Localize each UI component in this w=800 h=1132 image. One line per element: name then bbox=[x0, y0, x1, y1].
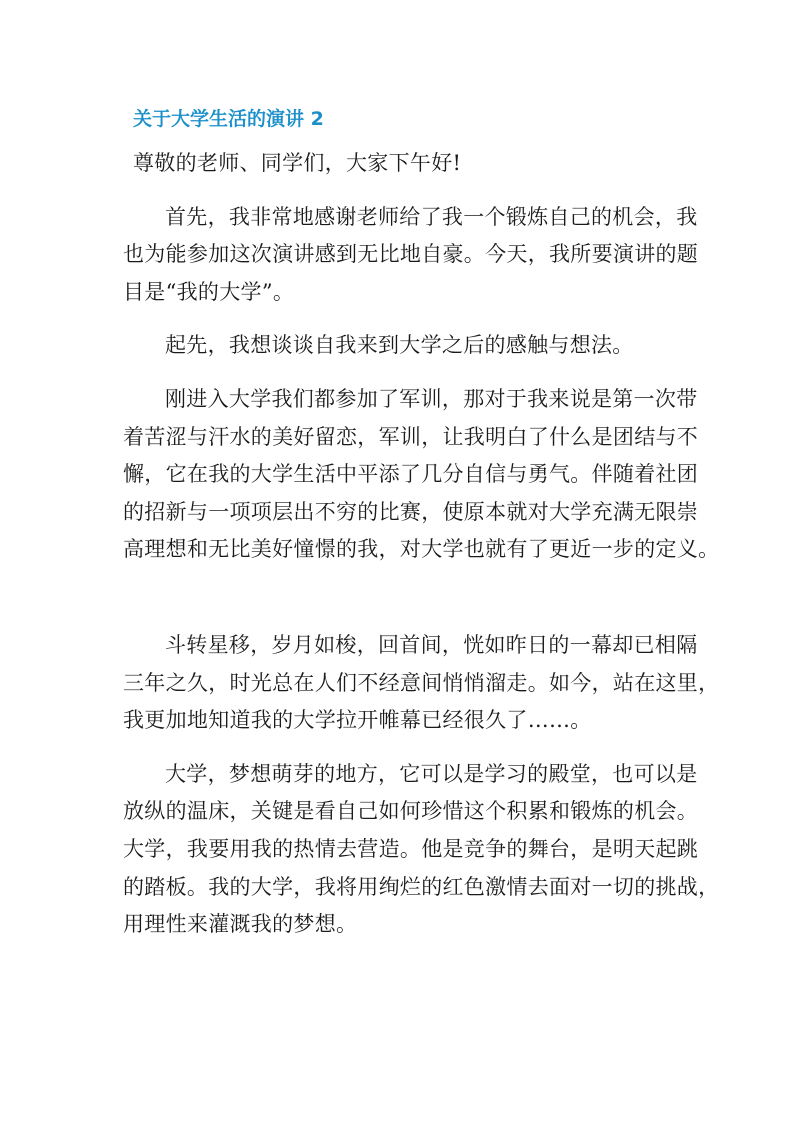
paragraph-line: 懈，它在我的大学生活中平添了几分自信与勇气。伴随着社团 bbox=[123, 462, 699, 487]
paragraph-time-passing bbox=[123, 627, 720, 740]
paragraph-line: 我更加地知道我的大学拉开帷幕已经很久了……。 bbox=[123, 708, 592, 733]
paragraph-line: 斗转星移，岁月如梭，回首间，恍如昨日的一幕却已相隔 bbox=[165, 632, 698, 657]
paragraph-line: 也为能参加这次演讲感到无比地自豪。今天，我所要演讲的题 bbox=[123, 242, 699, 267]
document-content bbox=[123, 104, 720, 944]
paragraph-line: 的招新与一项项层出不穷的比赛，使原本就对大学充满无限崇 bbox=[123, 499, 699, 524]
paragraph-line: 高理想和无比美好憧憬的我，对大学也就有了更近一步的定义。 bbox=[123, 537, 720, 562]
paragraph-line: 着苦涩与汗水的美好留恋，军训，让我明白了什么是团结与不 bbox=[123, 424, 699, 449]
paragraph-line: 用理性来灌溉我的梦想。 bbox=[123, 912, 358, 937]
document-title: 关于大学生活的演讲 2 bbox=[133, 108, 324, 130]
paragraph-line: 大学，我要用我的热情去营造。他是竞争的舞台，是明天起跳 bbox=[123, 836, 699, 861]
paragraph-military-training bbox=[123, 381, 720, 569]
paragraph-intro bbox=[123, 199, 699, 312]
paragraph-line: 放纵的温床，关键是看自己如何珍惜这个积累和锻炼的机会。 bbox=[123, 799, 699, 824]
paragraph-line: 的踏板。我的大学，我将用绚烂的红色激情去面对一切的挑战， bbox=[123, 874, 720, 899]
paragraph-university-dream bbox=[123, 756, 720, 944]
paragraph-thoughts bbox=[123, 327, 683, 365]
paragraph-line: 首先，我非常地感谢老师给了我一个锻炼自己的机会，我 bbox=[165, 204, 698, 229]
paragraph-line: 目是“我的大学”。 bbox=[123, 279, 295, 304]
greeting-paragraph: 尊敬的老师、同学们，大家下午好! bbox=[133, 151, 462, 175]
paragraph-line: 刚进入大学我们都参加了军训，那对于我来说是第一次带 bbox=[165, 386, 698, 411]
paragraph-line: 大学，梦想萌芽的地方，它可以是学习的殿堂，也可以是 bbox=[165, 761, 698, 786]
paragraph-line: 起先，我想谈谈自我来到大学之后的感触与想法。 bbox=[165, 333, 634, 358]
paragraph-line: 三年之久，时光总在人们不经意间悄悄溜走。如今，站在这里， bbox=[123, 670, 720, 695]
